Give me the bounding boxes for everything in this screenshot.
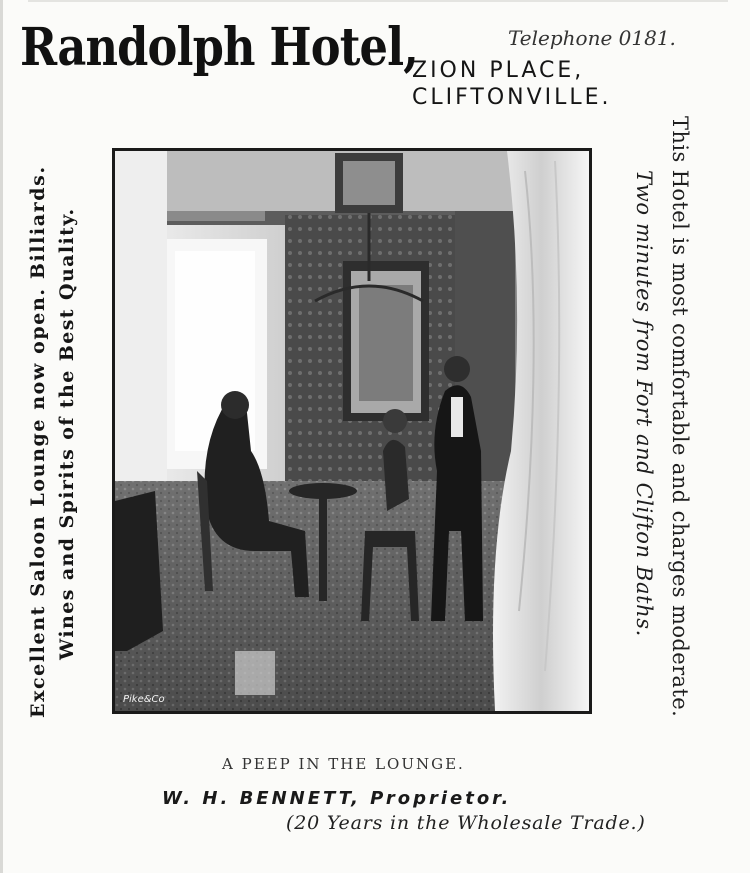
page-edge-left: [0, 0, 3, 873]
lounge-photograph: [112, 148, 592, 714]
lounge-photo-drawing: [115, 151, 589, 711]
photo-caption: A PEEP IN THE LOUNGE.: [222, 755, 465, 773]
hotel-name-title: Randolph Hotel,: [20, 17, 418, 78]
page-edge-top: [28, 0, 728, 2]
left-vertical-text-wines: Wines and Spirits of the Best Quality.: [56, 207, 78, 660]
telephone-number: Telephone 0181.: [508, 26, 676, 50]
right-vertical-text-baths: Two minutes from Fort and Clifton Baths.: [632, 170, 656, 637]
address-line-1: ZION PLACE,: [412, 58, 585, 83]
proprietor-line: W. H. BENNETT, Proprietor.: [162, 788, 512, 809]
photographer-signature: Pike&Co: [123, 694, 165, 705]
left-vertical-text-saloon: Excellent Saloon Lounge now open. Billiards.: [27, 165, 49, 718]
wholesale-trade-note: (20 Years in the Wholesale Trade.): [286, 812, 646, 834]
address-line-2: CLIFTONVILLE.: [412, 85, 612, 110]
right-vertical-text-comfort: This Hotel is most comfortable and charges moderate.: [668, 116, 692, 718]
